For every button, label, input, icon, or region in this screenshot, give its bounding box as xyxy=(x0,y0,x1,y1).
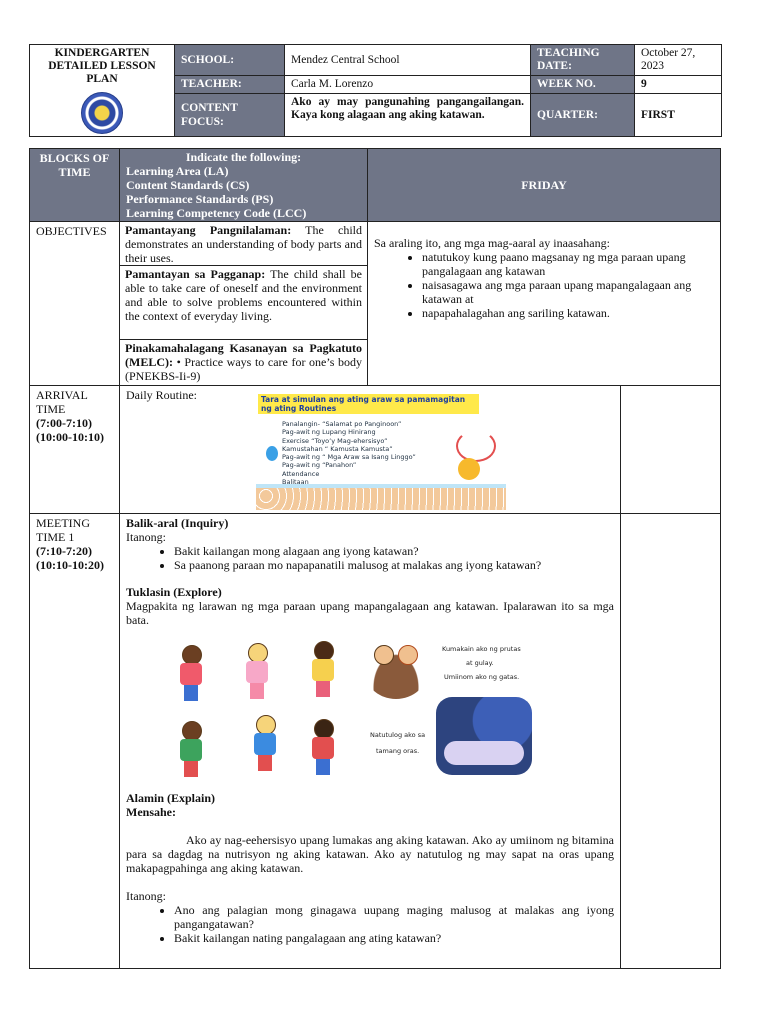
pushup-child-icon xyxy=(174,721,208,779)
body-care-illustration xyxy=(174,635,534,781)
meeting-content xyxy=(120,514,621,969)
lesson-table xyxy=(29,148,721,969)
poster-line: Pag-awit ng “Panahon” xyxy=(282,461,357,470)
poster-line: Panalangin- “Salamat po Panginoon” xyxy=(282,420,402,428)
jump-rope-icon xyxy=(456,430,496,462)
poster-line: Kamustahan “ Kamusta Kamusta” xyxy=(282,444,393,453)
indicate-header xyxy=(120,149,368,222)
performance-standard xyxy=(120,266,367,340)
poster-line: Pag-awit ng Lupang Hinirang xyxy=(282,428,376,437)
week-label: WEEK NO. xyxy=(531,76,635,94)
arrival-notes-cell xyxy=(621,386,721,514)
teacher-label: TEACHER: xyxy=(175,76,285,94)
situp-child-icon xyxy=(306,719,340,777)
itanong2-label: Itanong: xyxy=(126,889,166,903)
routine-poster-image xyxy=(256,392,506,510)
content-standard-text: The child demonstrates an understanding of body parts and their uses. xyxy=(125,223,362,265)
poster-banner: Tara at simulan ang ating araw sa pamamagitan ng ating Routines xyxy=(258,394,479,414)
objectives-intro: Sa araling ito, ang mga mag-aaral ay inaasahang: xyxy=(374,236,610,250)
balloon-icon xyxy=(266,446,278,461)
meeting-label: MEETING TIME 1 xyxy=(36,516,90,544)
poster-line: Exercise “Toyo’y Mag-ehersisyo” xyxy=(282,436,388,445)
explain-question: • Bakit kailangan nating pangalagaan ang ating katawan? xyxy=(174,931,614,945)
content-standard-title: Pamantayang Pangnilalaman: xyxy=(125,223,292,237)
objectives-standards xyxy=(120,222,368,386)
indicate-line: Indicate the following: xyxy=(185,150,302,164)
blocks-of-time-header: BLOCKS OF TIME xyxy=(30,149,120,222)
sleep-caption-line: tamang oras. xyxy=(376,747,420,755)
explore-heading: Tuklasin (Explore) xyxy=(126,585,222,599)
week-value: 9 xyxy=(635,76,722,94)
child-icon xyxy=(458,458,480,480)
indicate-line: Content Standards (CS) xyxy=(126,178,250,192)
arrival-time-label xyxy=(30,386,120,514)
mensahe-label: Mensahe: xyxy=(126,805,176,819)
meeting-time-1: (7:10-7:20) xyxy=(36,544,92,558)
eat-caption-line: Kumakain ako ng prutas xyxy=(442,645,521,653)
review-question: • Bakit kailangan mong alagaan ang iyong katawan? xyxy=(174,544,614,558)
stretching-child-icon xyxy=(248,715,282,773)
melc-text: • Practice ways to care for one’s body (PNEKBS-Ii-9) xyxy=(125,355,362,383)
arrival-content xyxy=(120,386,621,514)
children-row-illustration xyxy=(256,488,506,510)
exercising-child-icon xyxy=(240,643,274,701)
melc xyxy=(120,340,367,385)
school-value: Mendez Central School xyxy=(285,45,531,76)
indicate-line: Performance Standards (PS) xyxy=(126,192,274,206)
objectives-content xyxy=(368,222,721,386)
teaching-date-value: October 27, 2023 xyxy=(635,45,722,76)
title-line-3: PLAN xyxy=(86,73,118,85)
teaching-date-label: TEACHING DATE: xyxy=(531,45,635,76)
indicate-line: Learning Competency Code (LCC) xyxy=(126,206,307,220)
title-line-1: KINDERGARTEN xyxy=(54,47,150,59)
meeting-notes-cell xyxy=(621,514,721,969)
content-focus-label: CONTENT FOCUS: xyxy=(175,94,285,137)
sleep-caption-line: Natutulog ako sa xyxy=(370,731,426,739)
melc-title: Pinakamahalagang Kasanayan sa Pagkatuto (MELC): xyxy=(125,341,362,369)
meeting-time-label xyxy=(30,514,120,969)
objective-item: • natutukoy kung paano magsanay ng mga paraan upang pangalagaan ang katawan xyxy=(422,250,714,278)
objectives-label: OBJECTIVES xyxy=(30,222,120,386)
sleeping-child-icon xyxy=(436,697,532,775)
explore-text: Magpakita ng larawan ng mga paraan upang mapangalagaan ang katawan. Ipalarawan ito sa mga bata. xyxy=(126,599,614,627)
performance-standard-title: Pamantayan sa Pagganap: xyxy=(125,267,266,281)
eat-caption-line: at gulay. xyxy=(466,659,494,667)
quarter-value: FIRST xyxy=(635,94,722,137)
content-focus-value: Ako ay may pangunahing pangangailangan. Kaya kong alagaan ang aking katawan. xyxy=(285,94,531,137)
objectives-list xyxy=(374,250,714,320)
review-question: • Sa paanong paraan mo napapanatili malusog at malakas ang iyong katawan? xyxy=(174,558,614,572)
review-heading: Balik-aral (Inquiry) xyxy=(126,516,229,530)
poster-routine-list xyxy=(282,420,416,486)
explain-heading: Alamin (Explain) xyxy=(126,791,216,805)
meeting-time-2: (10:10-10:20) xyxy=(36,558,104,572)
performance-standard-text: The child shall be able to take care of oneself and the environment and able to solve problems encountered within the context of everyday living. xyxy=(125,267,362,323)
deped-seal-logo xyxy=(81,92,123,134)
mensahe-text: Ako ay nag-eehersisyo upang lumakas ang aking katawan. Ako ay umiinom ng bitamina para sa dagdag na nutrisyon ng aking katawan. Ako ay natutulog ng may sapat na oras upang makapagpahinga ang aking katawan. xyxy=(126,833,614,875)
objective-item: • naisasagawa ang mga paraan upang mapangalagaan ang katawan at xyxy=(422,278,714,306)
review-question-list xyxy=(126,544,614,572)
content-standard xyxy=(120,222,367,266)
itanong-label: Itanong: xyxy=(126,530,166,544)
teacher-value: Carla M. Lorenzo xyxy=(285,76,531,94)
day-header: FRIDAY xyxy=(368,149,721,222)
explain-question: • Ano ang palagian mong ginagawa uupang maging malusog at malakas ang iyong pangangatawan? xyxy=(174,903,614,931)
header-table xyxy=(29,44,722,137)
school-label: SCHOOL: xyxy=(175,45,285,76)
lesson-plan-title xyxy=(30,45,175,137)
daily-routine-label: Daily Routine: xyxy=(126,388,197,402)
arrival-label: ARRIVAL TIME xyxy=(36,388,88,416)
explain-question-list xyxy=(126,903,614,945)
poster-line: Pag-awit ng “ Mga Araw sa Isang Linggo” xyxy=(282,453,416,462)
objective-item: • napapahalagahan ang sariling katawan. xyxy=(422,306,714,320)
poster-line: Attendance xyxy=(282,469,320,478)
indicate-line: Learning Area (LA) xyxy=(126,164,229,178)
arrival-time-1: (7:00-7:10) xyxy=(36,416,92,430)
eat-caption-line: Umiinom ako ng gatas. xyxy=(444,673,520,681)
title-line-2: DETAILED LESSON xyxy=(48,60,156,72)
poster-line: Balitaan xyxy=(282,478,309,487)
quarter-label: QUARTER: xyxy=(531,94,635,137)
exercising-child-icon xyxy=(174,645,208,703)
arrival-time-2: (10:00-10:10) xyxy=(36,430,104,444)
exercising-child-icon xyxy=(306,641,340,699)
eating-children-icon xyxy=(364,641,428,699)
